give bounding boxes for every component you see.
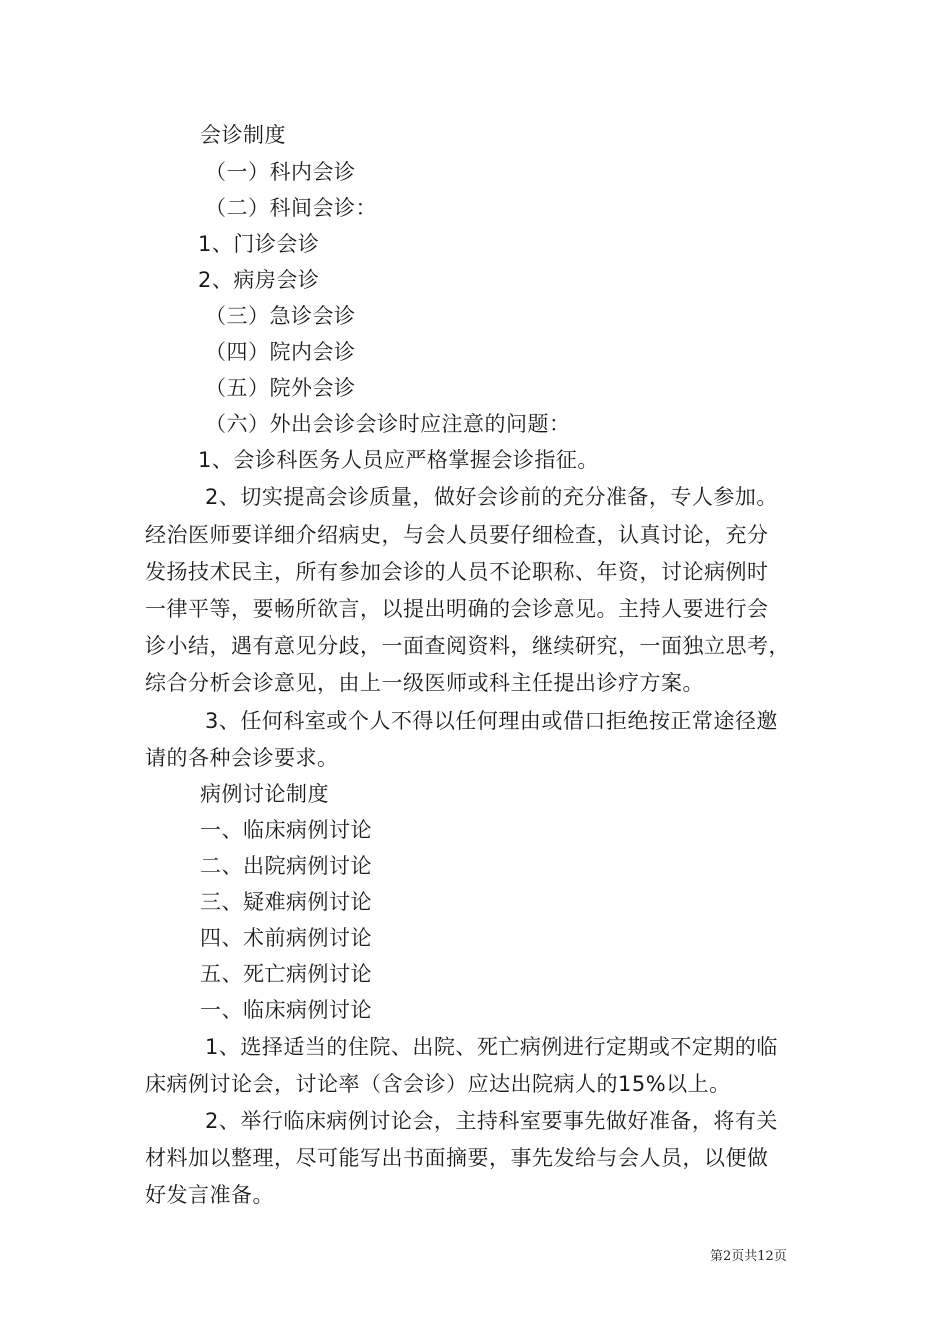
list-item: 一、临床病例讨论 [200,998,372,1022]
paragraph-line: 综合分析会诊意见，由上一级医师或科主任提出诊疗方案。 [145,671,704,695]
section-title-case-discussion: 病例讨论制度 [200,782,329,806]
paragraph-line: 请的各种会诊要求。 [145,746,339,770]
paragraph-line: 1、选择适当的住院、出院、死亡病例进行定期或不定期的临 [205,1035,778,1059]
paragraph-line: 材料加以整理，尽可能写出书面摘要，事先发给与会人员，以便做 [145,1146,769,1170]
list-item: （二）科间会诊： [205,196,377,220]
list-item: （四）院内会诊 [205,340,356,364]
list-item: 一、临床病例讨论 [200,818,372,842]
paragraph-line: 3、任何科室或个人不得以任何理由或借口拒绝按正常途径邀 [205,709,778,733]
list-item: （一）科内会诊 [205,160,356,184]
list-item: 五、死亡病例讨论 [200,962,372,986]
paragraph-line: 一律平等，要畅所欲言，以提出明确的会诊意见。主持人要进行会 [145,597,769,621]
list-item: （三）急诊会诊 [205,304,356,328]
list-item: 1、门诊会诊 [198,232,320,256]
paragraph-line: 床病例讨论会，讨论率（含会诊）应达出院病人的15%以上。 [145,1072,731,1096]
list-item: 二、出院病例讨论 [200,854,372,878]
list-item: （六）外出会诊会诊时应注意的问题： [205,412,571,436]
paragraph-line: 发扬技术民主，所有参加会诊的人员不论职称、年资，讨论病例时 [145,560,769,584]
paragraph-line: 经治医师要详细介绍病史，与会人员要仔细检查，认真讨论，充分 [145,523,769,547]
paragraph-line: 2、举行临床病例讨论会，主持科室要事先做好准备，将有关 [205,1109,778,1133]
list-item: 四、术前病例讨论 [200,926,372,950]
list-item: 三、疑难病例讨论 [200,890,372,914]
page-number-footer: 第2页共12页 [710,1249,787,1264]
paragraph-line: 诊小结，遇有意见分歧，一面查阅资料，继续研究，一面独立思考， [145,634,790,658]
section-title-consultation: 会诊制度 [200,123,286,147]
paragraph-line: 好发言准备。 [145,1183,274,1207]
list-item: （五）院外会诊 [205,376,356,400]
paragraph-line: 1、会诊科医务人员应严格掌握会诊指征。 [198,448,599,472]
list-item: 2、病房会诊 [198,268,320,292]
paragraph-line: 2、切实提高会诊质量，做好会诊前的充分准备，专人参加。 [205,485,778,509]
